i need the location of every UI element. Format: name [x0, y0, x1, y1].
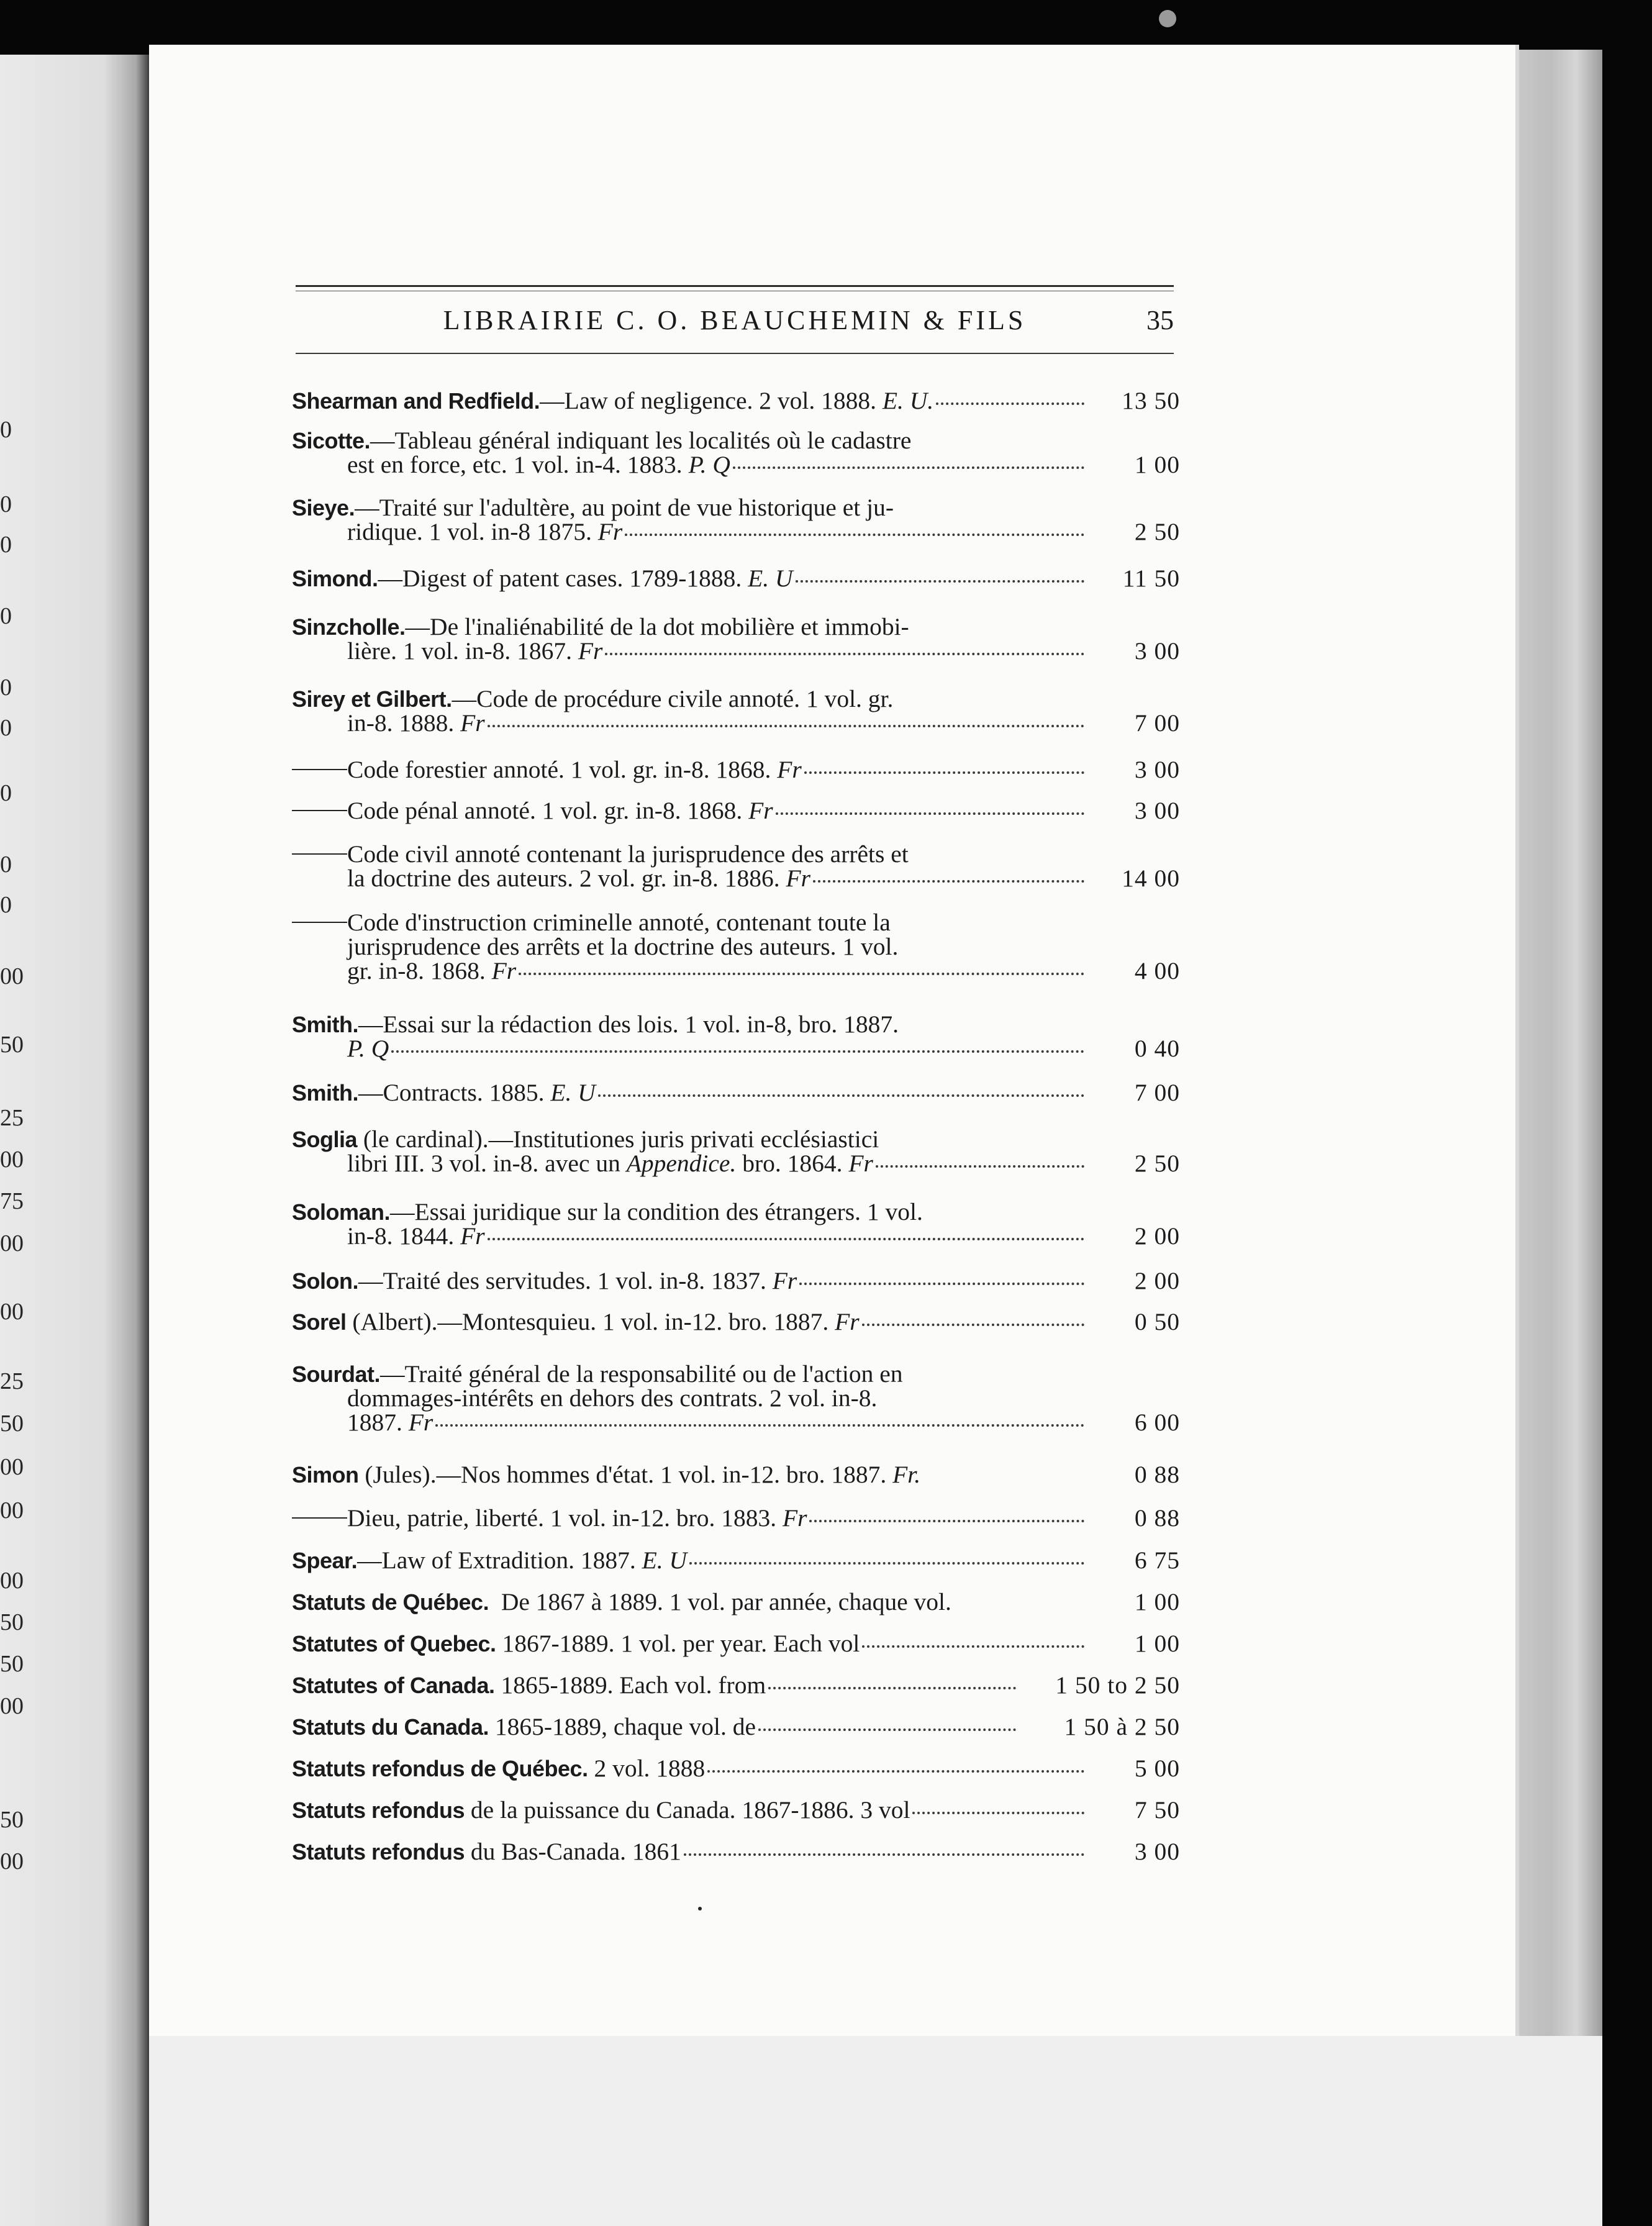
catalog-entry — [292, 1127, 1180, 1176]
entry-line — [292, 429, 1180, 453]
catalog-entry — [292, 1269, 1180, 1293]
dot-leader — [758, 1716, 1016, 1735]
dot-leader — [809, 1507, 1084, 1526]
dot-leader — [768, 1674, 1016, 1693]
entry-price: 1 00 — [1134, 1588, 1180, 1615]
entry-text: libri III. 3 vol. in-8. avec un — [347, 1150, 627, 1177]
page-edges — [1515, 50, 1602, 2087]
entry-author: Sorel — [292, 1309, 347, 1335]
entry-text: 2 vol. 1888 — [588, 1755, 706, 1782]
entry-place: Fr — [460, 1222, 485, 1250]
entry-line — [292, 1127, 1180, 1152]
entry-line — [292, 1269, 1180, 1293]
dot-leader — [435, 1412, 1084, 1430]
entry-author: Shearman and Redfield. — [292, 388, 540, 414]
entry-line — [292, 1840, 1180, 1864]
ditto-dash — [292, 922, 347, 923]
dot-leader — [488, 712, 1084, 731]
entry-line — [292, 1798, 1180, 1822]
entry-text: Code civil annoté contenant la jurisprudence des arrêts et — [347, 840, 909, 868]
facing-page-price-fragment: 00 — [0, 963, 24, 989]
catalog-entry — [292, 1463, 1180, 1487]
dot-leader — [876, 1153, 1084, 1171]
catalog-entry — [292, 1506, 1180, 1530]
entry-text: dommages-intérêts en dehors des contrats. 2 vol. in-8. — [347, 1384, 878, 1412]
entry-text: —Law of Extradition. 1887. — [357, 1547, 642, 1574]
facing-page-price-fragment: 0 — [0, 603, 12, 629]
entry-text: Code pénal annoté. 1 vol. gr. in-8. 1868. — [347, 797, 749, 824]
entry-author: Solon. — [292, 1268, 358, 1294]
entry-place: Fr — [835, 1308, 860, 1335]
entry-line — [292, 1506, 1180, 1530]
catalog-entry — [292, 799, 1180, 823]
entry-text: —De l'inaliénabilité de la dot mobilière et immobi- — [405, 613, 909, 640]
facing-page-price-fragment: 00 — [0, 1147, 24, 1173]
entry-line — [292, 496, 1180, 520]
entry-place: Fr — [408, 1409, 433, 1436]
entry-place: Fr. — [892, 1461, 921, 1488]
dot-leader — [862, 1311, 1084, 1330]
entry-line — [292, 1411, 1180, 1435]
entry-line — [292, 1152, 1180, 1176]
dot-leader — [862, 1633, 1084, 1651]
catalog-entry — [292, 615, 1180, 663]
entry-author: Statuts refondus de Québec. — [292, 1756, 588, 1781]
entry-line — [292, 842, 1180, 866]
entry-line — [292, 566, 1180, 591]
entry-price: 6 00 — [1134, 1409, 1180, 1436]
entry-text: in-8. 1844. — [347, 1222, 461, 1250]
entry-text: —Law of negligence. 2 vol. 1888. — [540, 387, 883, 414]
entry-text: Code d'instruction criminelle annoté, contenant toute la — [347, 909, 891, 936]
entry-text: bro. 1864. — [736, 1150, 849, 1177]
entry-price: 6 75 — [1134, 1547, 1180, 1574]
dot-leader — [684, 1841, 1084, 1860]
entry-text: est en force, etc. 1 vol. in-4. 1883. — [347, 451, 689, 478]
entry-line — [292, 799, 1180, 823]
entry-line — [292, 615, 1180, 639]
catalog-entry — [292, 911, 1180, 983]
ink-speck — [698, 1907, 702, 1910]
running-header — [296, 304, 1174, 342]
header-rule-top — [296, 285, 1174, 291]
entry-place: Appendice. — [626, 1150, 737, 1177]
dot-leader — [605, 640, 1084, 659]
dot-leader — [813, 868, 1084, 886]
entry-text: —Traité général de la responsabilité ou de l'action en — [380, 1360, 903, 1388]
entry-place: Fr — [848, 1150, 873, 1177]
facing-page-price-fragment: 25 — [0, 1105, 24, 1131]
dot-leader — [912, 1799, 1084, 1818]
entry-line — [292, 453, 1180, 477]
entry-line — [292, 1037, 1180, 1061]
catalog-entry — [292, 1362, 1180, 1435]
entry-price: 14 00 — [1122, 865, 1180, 892]
facing-page-price-fragment: 0 — [0, 417, 12, 443]
catalog-entry — [292, 687, 1180, 735]
entry-line — [292, 866, 1180, 891]
entry-price: 1 00 — [1134, 451, 1180, 478]
entry-text: Dieu, patrie, liberté. 1 vol. in-12. bro. 1883. — [347, 1504, 783, 1532]
facing-page-price-fragment: 0 — [0, 675, 12, 701]
catalog-entry — [292, 1548, 1180, 1573]
entry-text: —Digest of patent cases. 1789-1888. — [378, 565, 748, 592]
entry-line — [292, 1362, 1180, 1386]
entry-text: —Code de procédure civile annoté. 1 vol. gr. — [452, 685, 894, 712]
entry-text: gr. in-8. 1868. — [347, 957, 492, 984]
catalog-entry — [292, 566, 1180, 591]
catalog-entry — [292, 1200, 1180, 1248]
entry-line — [292, 639, 1180, 663]
ditto-dash — [292, 810, 347, 811]
entry-text: —Traité sur l'adultère, au point de vue historique et ju- — [355, 494, 894, 521]
entry-line — [292, 1756, 1180, 1781]
facing-page-price-fragment: 0 — [0, 780, 12, 806]
scan-dust-speck — [1159, 10, 1176, 27]
dot-leader — [689, 1550, 1084, 1568]
entry-place: P. Q — [347, 1035, 389, 1062]
entry-author: Sieye. — [292, 495, 355, 520]
entry-price: 2 00 — [1134, 1222, 1180, 1250]
entry-price: 13 50 — [1122, 387, 1180, 414]
catalog-entry — [292, 1840, 1180, 1864]
entry-text: (Jules).—Nos hommes d'état. 1 vol. in-12. bro. 1887. — [358, 1461, 893, 1488]
entry-place: E. U. — [882, 387, 934, 414]
publisher-title: LIBRAIRIE C. O. BEAUCHEMIN & FILS — [443, 305, 1027, 335]
entry-line — [292, 959, 1180, 983]
ditto-dash — [292, 1517, 347, 1519]
scan-right-border — [1602, 0, 1652, 2226]
entry-author: Soglia — [292, 1127, 358, 1152]
entry-line — [292, 389, 1180, 413]
facing-page-price-fragment: 00 — [0, 1230, 24, 1256]
entry-place: Fr — [786, 865, 810, 892]
entry-author: Sourdat. — [292, 1361, 381, 1387]
entry-text: —Traité des servitudes. 1 vol. in-8. 1837. — [358, 1267, 773, 1294]
entry-text: 1865-1889. Each vol. from — [494, 1671, 766, 1699]
facing-page-price-fragment: 00 — [0, 1693, 24, 1719]
entry-text: jurisprudence des arrêts et la doctrine des auteurs. 1 vol. — [347, 933, 899, 960]
entry-price: 0 40 — [1134, 1035, 1180, 1062]
ditto-dash — [292, 853, 347, 855]
entry-author: Sicotte. — [292, 428, 371, 453]
header-rule-bottom — [296, 353, 1174, 357]
entry-text: lière. 1 vol. in-8. 1867. — [347, 637, 578, 665]
dot-leader — [804, 759, 1084, 778]
facing-page-price-fragment: 00 — [0, 1299, 24, 1325]
facing-page-price-fragment: 50 — [0, 1411, 24, 1437]
catalog-entry — [292, 758, 1180, 782]
dot-leader — [519, 960, 1084, 979]
entry-line — [292, 711, 1180, 735]
entry-place: P. Q — [688, 451, 730, 478]
entry-author: Statuts du Canada. — [292, 1714, 489, 1740]
facing-page-price-fragment: 00 — [0, 1848, 24, 1874]
entry-author: Sirey et Gilbert. — [292, 686, 452, 712]
dot-leader — [625, 521, 1084, 540]
entry-text: —Tableau général indiquant les localités où le cadastre — [370, 427, 912, 454]
catalog-entry — [292, 389, 1180, 413]
entry-line — [292, 1673, 1180, 1697]
catalog-entry — [292, 496, 1180, 544]
entry-price: 0 50 — [1134, 1308, 1180, 1335]
entry-place: Fr — [782, 1504, 807, 1532]
catalog-entry — [292, 842, 1180, 891]
entry-line — [292, 911, 1180, 935]
facing-page-price-fragment: 25 — [0, 1368, 24, 1394]
dot-leader — [391, 1038, 1084, 1056]
entry-line — [292, 1632, 1180, 1656]
entry-text: —Essai sur la rédaction des lois. 1 vol. in-8, bro. 1887. — [358, 1011, 899, 1038]
entry-text: 1867-1889. 1 vol. per year. Each vol — [496, 1630, 860, 1657]
entry-line — [292, 1715, 1180, 1739]
entry-author: Smith. — [292, 1012, 359, 1037]
entry-line — [292, 1463, 1180, 1487]
entry-price: 11 50 — [1122, 565, 1180, 592]
facing-page-price-fragment: 50 — [0, 1807, 24, 1833]
catalog-entry — [292, 1673, 1180, 1697]
entry-price: 4 00 — [1134, 957, 1180, 984]
entry-line — [292, 1386, 1180, 1411]
entry-author: Statutes of Canada. — [292, 1673, 495, 1698]
entry-price: 1 50 à 2 50 — [1064, 1713, 1180, 1740]
entry-text: Code forestier annoté. 1 vol. gr. in-8. 1868. — [347, 756, 778, 783]
entry-price: 3 00 — [1134, 797, 1180, 824]
dot-leader — [936, 390, 1084, 409]
page-bottom-margin — [149, 2036, 1602, 2226]
entry-place: E. U — [550, 1079, 596, 1106]
facing-page-price-fragment: 0 — [0, 715, 12, 741]
entry-line — [292, 1548, 1180, 1573]
entry-price: 1 00 — [1134, 1630, 1180, 1657]
entry-price: 5 00 — [1134, 1755, 1180, 1782]
catalog-entry — [292, 1632, 1180, 1656]
entry-price: 2 00 — [1134, 1267, 1180, 1294]
entry-line — [292, 1200, 1180, 1224]
entry-line — [292, 758, 1180, 782]
entry-author: Statuts de Québec. — [292, 1589, 489, 1615]
entry-text: ridique. 1 vol. in-8 1875. — [347, 518, 598, 545]
dot-leader — [796, 568, 1084, 586]
entry-place: Fr — [772, 1267, 797, 1294]
facing-page-price-fragment: 00 — [0, 1454, 24, 1480]
entry-price: 2 50 — [1134, 518, 1180, 545]
entry-line — [292, 687, 1180, 711]
entry-price: 0 88 — [1134, 1461, 1180, 1488]
entry-price: 3 00 — [1134, 756, 1180, 783]
facing-page-price-fragment: 75 — [0, 1188, 24, 1214]
entry-author: Simon — [292, 1462, 359, 1488]
entry-author: Statuts refondus — [292, 1797, 465, 1823]
entry-place: Fr — [597, 518, 623, 545]
entry-place: Fr — [491, 957, 517, 984]
entry-place: E. U — [748, 565, 793, 592]
entry-place: E. U — [642, 1547, 688, 1574]
entry-text: 1887. — [347, 1409, 409, 1436]
entry-line — [292, 520, 1180, 544]
catalog-entry — [292, 1715, 1180, 1739]
entry-text: in-8. 1888. — [347, 709, 461, 737]
entry-line — [292, 1224, 1180, 1248]
entry-line — [292, 1590, 1180, 1614]
entry-text: du Bas-Canada. 1861 — [465, 1838, 681, 1865]
entry-price: 7 00 — [1134, 709, 1180, 737]
entry-text: —Contracts. 1885. — [358, 1079, 551, 1106]
facing-page-price-fragment: 00 — [0, 1568, 24, 1594]
entry-text: la doctrine des auteurs. 2 vol. gr. in-8. 1886. — [347, 865, 786, 892]
page-number: 35 — [1146, 305, 1174, 335]
facing-page-price-fragment: 00 — [0, 1497, 24, 1524]
facing-page-price-fragment: 50 — [0, 1651, 24, 1677]
dot-leader — [598, 1082, 1084, 1101]
entry-text: (Albert).—Montesquieu. 1 vol. in-12. bro. 1887. — [346, 1308, 835, 1335]
entry-line — [292, 1310, 1180, 1334]
entry-price: 2 50 — [1134, 1150, 1180, 1177]
entry-author: Statutes of Quebec. — [292, 1631, 496, 1656]
entry-place: Fr — [460, 709, 485, 737]
entry-price: 3 00 — [1134, 637, 1180, 665]
facing-page-price-fragment: 0 — [0, 491, 12, 517]
entry-price: 7 50 — [1134, 1796, 1180, 1824]
catalog-entry — [292, 429, 1180, 477]
catalog-entry — [292, 1798, 1180, 1822]
catalog-entry — [292, 1081, 1180, 1105]
facing-page-price-fragment: 50 — [0, 1609, 24, 1635]
facing-page-price-fragment: 0 — [0, 892, 12, 918]
entry-author: Smith. — [292, 1080, 359, 1106]
entry-line — [292, 1012, 1180, 1037]
entry-place: Fr — [578, 637, 603, 665]
dot-leader — [799, 1270, 1084, 1289]
entry-line — [292, 1081, 1180, 1105]
facing-page-fragment — [0, 55, 148, 2226]
entry-place: Fr — [777, 756, 802, 783]
catalog-entry — [292, 1012, 1180, 1061]
entry-author: Sinzcholle. — [292, 614, 406, 640]
entry-text: —Essai juridique sur la condition des étrangers. 1 vol. — [390, 1198, 923, 1225]
entry-author: Simond. — [292, 566, 378, 591]
dot-leader — [733, 454, 1084, 473]
entry-text: (le cardinal).—Institutiones juris privati ecclésiastici — [357, 1125, 879, 1153]
entry-text: 1865-1889, chaque vol. de — [489, 1713, 756, 1740]
entry-price: 7 00 — [1134, 1079, 1180, 1106]
facing-page-price-fragment: 0 — [0, 852, 12, 878]
entry-author: Spear. — [292, 1548, 358, 1573]
entry-price: 1 50 to 2 50 — [1055, 1671, 1180, 1699]
catalog-entry — [292, 1756, 1180, 1781]
entry-price: 0 88 — [1134, 1504, 1180, 1532]
catalog-entry — [292, 1310, 1180, 1334]
entry-place: Fr — [748, 797, 773, 824]
dot-leader — [488, 1225, 1084, 1244]
entry-text: De 1867 à 1889. 1 vol. par année, chaque vol. — [489, 1588, 951, 1615]
facing-page-price-fragment: 0 — [0, 532, 12, 558]
dot-leader — [776, 800, 1084, 819]
entry-price: 3 00 — [1134, 1838, 1180, 1865]
ditto-dash — [292, 769, 347, 770]
entry-line — [292, 935, 1180, 959]
entry-text: de la puissance du Canada. 1867-1886. 3 vol — [465, 1796, 910, 1824]
entry-author: Soloman. — [292, 1199, 391, 1225]
entry-author: Statuts refondus — [292, 1839, 465, 1865]
facing-page-price-fragment: 50 — [0, 1032, 24, 1058]
catalog-entry — [292, 1590, 1180, 1614]
dot-leader — [707, 1758, 1084, 1776]
